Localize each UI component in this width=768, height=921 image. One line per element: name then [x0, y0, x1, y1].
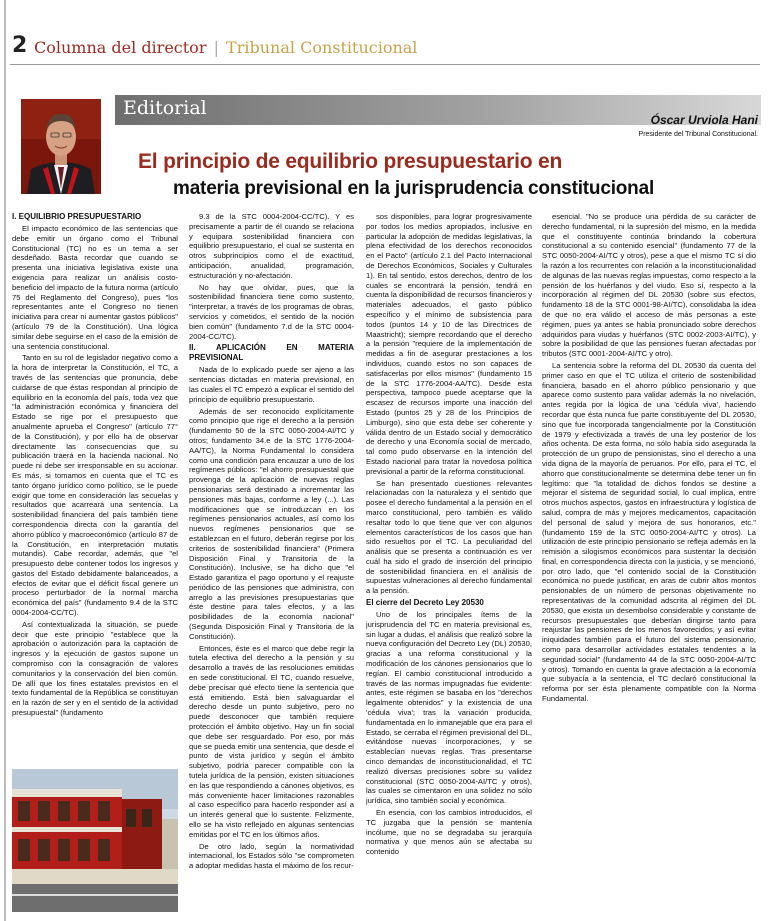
paragraph: De otro lado, según la normatividad internacional, los Estados sólo "se comprometen a adoptar medidas hasta el máximo de los recur- — [189, 841, 354, 871]
running-header — [10, 33, 760, 63]
text-column-2 — [189, 212, 354, 910]
paragraph: En esencia, con los cambios introducidos, el TC juzgaba que la pensión se mantenía incólume, que no se degradaba su jerarquía normativa y que menos aún se afectaba su contenido — [366, 808, 532, 857]
paragraph: No hay que olvidar, pues, que la sostenibilidad financiera tiene como sustento, "interpretar, a través de los programas de obras, servicios y cometidos, el sentido de la noción bien común" (fundamento 7.d de la STC 0004-2004-CC/TC). — [189, 282, 354, 341]
header-separator: | — [213, 38, 219, 57]
paragraph: 9.3 de la STC 0004-2004-CC/TC). Y es precisamente a partir de él cuando se relaciona y equipara sostenibilidad financiera con equilibrio presupuestario, el cual se sustenta en otros subprincipios como el de exactitud, anticipación, anualidad, programación, estructuración y no-afectación. — [189, 212, 354, 280]
page-edge-rule — [4, 0, 6, 921]
paragraph: Se han presentado cuestiones relevantes relacionadas con la naturaleza y el sentido que posee el derecho fundamental a la pensión en el marco constitucional, pero también es válido resaltar todo lo que tiene que ver con algunos elementos característicos de los casos que han sido resueltos por el TC. La peculiaridad del análisis que se presenta a continuación es ver cuál ha sido el grado de inserción del principio de sostenibilidad financiera en el análisis de supuestas vulneraciones al derecho fundamental a la pensión. — [366, 478, 532, 596]
section-heading: El cierre del Decreto Ley 20530 — [366, 598, 484, 608]
paragraph: La sentencia sobre la reforma del DL 20530 da cuenta del primer caso en que el TC utiliza el criterio de sostenibilidad financiera, basado en el ahorro público pensionario y que aparece como sustento para validar además la no nivelación, antes regida por la lógica de una 'cédula viva', haciendo recordar que ésta nunca fue parte constituyente del DL 20530, sino que fue incorporada tangencialmente por la Constitución de 1979 y efectivizada a través de una ley posterior de los años ochenta. De esta forma, no sólo había sido asegurada la protección de un grupo de pensionistas, sino el derecho a una vida digna de la mayoría de peruanos. Por ello, para el TC, el ahorro que constitucionalmente se determina debe tener un fin legítimo: que "la totalidad de dichos fondos se destine a mejorar el sistema de seguridad social, lo cual implica, entre otros muchos aspectos, gastos en infraestructura y logística de salud, compra de más y mejores medicamentos, capacitación del personal de salud y mejora de sus honorarios, etc." (fundamento 159 de la STC 0050-2004-AI/TC y otros). La utilización de este principio pensionario se refleja además en la remisión a silogismos económicos para sustentar la decisión final, en correspondencia directa con la justicia, y se mencionó, por otro lado, que "el contenido social de la Constitución económica no puede justificar, en aras de cubrir altos montos pensionables de un número de personas objetivamente no representativas de la comunidad adscrita al régimen del DL 20530, que exista un desembolso considerable y constante de recursos presupuestales que deberían dirigirse tanto para reajustar las pensiones de los menos favorecidos, y así evitar iniquidades también para el futuro del sistema pensionario, como para desarrollar actividades estatales tendentes a la seguridad social" (fundamento 44 de la STC 0050-2004-AI/TC y otros). Tomando en cuenta la grave afectación a la economía que subyacía a la sentencia, el TC declaró constitucional la reforma por ser ésta plenamente compatible con la Norma Fundamental. — [542, 360, 756, 704]
paragraph: sos disponibles, para lograr progresivamente por todos los medios apropiados, inclusive en particular la adopción de medidas legislativas, la plena efectividad de los derechos reconocidos en el Pacto" (artículo 2.1 del Pacto Internacional de Derechos Económicos, Sociales y Culturales 1). En tal sentido, estos derechos, dentro de los cuales se encontrará la pensión, tendrá en cuenta la disponibilidad de recursos financieros y materiales adecuados, el gasto público específico y el mínimo de subsistencia para todos (puntos 14 y 10 de las Directrices de Maastricht); siempre recordando que el derecho a la pensión "requiere de la implementación de medidas a fin de asegurar prestaciones a los individuos, cuando estos no son capaces de satisfacerlas por ellos mismos" (fundamento 15 de la STC 1776-2004-AA/TC). Desde esta perspectiva, tampoco puede aceptarse que la escasez de recursos importe una inacción del Estado (puntos 25 y 28 de los Principios de Limburgo), sino que esta debe ser coherente y válida dentro de un Estado social y democrático de derecho y una Economía social de mercado, tal como pudo observarse en la intención del Estado nacional para tratar la novedosa política previsional a partir de la reforma constitucional. — [366, 212, 532, 476]
paragraph: Además de ser reconocido explícitamente como principio que rige el derecho a la pensión (fundamento 50 de la STC 0050-2004-AI/TC y otros; fundamento 34.e de la STC 1776-2004-AA/TC), la Norma Fundamental lo considera como una condición para encauzar a uno de los regímenes públicos: "el ahorro presupuestal que provenga de la aplicación de nuevas reglas pensionarias será destinado a incrementar las pensiones más bajas, conforme a ley (...). Las modificaciones que se introduzcan en los regímenes pensionarios actuales, así como los nuevos regímenes pensionarios que se establezcan en el futuro, deberán regirse por los criterios de sostenibilidad financiera" (Primera Disposición Final y Transitoria de la Constitución). Inclusive, se ha dicho que "el Estado garantiza el pago oportuno y el reajuste periódico de las pensiones que administra, con arreglo a las previsiones presupuestarias que éste destine para tales efectos, y a las posibilidades de la economía nacional" (Segunda Disposición Final y Transitoria de la Constitución). — [189, 406, 354, 641]
section-name: Columna del director — [34, 38, 207, 57]
editorial-label: Editorial — [123, 97, 207, 119]
text-column-1 — [12, 212, 178, 760]
paragraph: Nada de lo explicado puede ser ajeno a las sentencias dictadas en materia previsional, en las cuales el TC empezó a explicar el sentido del principio de equilibrio presupuestario. — [189, 365, 354, 404]
text-column-3 — [366, 212, 532, 910]
header-rule — [10, 64, 760, 65]
author-role: Presidente del Tribunal Constitucional. — [638, 131, 758, 138]
paragraph: esencial. "No se produce una pérdida de su carácter de derecho fundamental, ni la supresión del mismo, en la medida que el constituyente continúa brindando la cobertura constitucional a su contenido esencial" (fundamento 77 de la STC 0050-2004-AI/TC y otros), pese a que el mismo TC sí dio la razón a los recurrentes con relación a la inconstitucionalidad de algunas de las nuevas reglas impuestas, como respecto a la pensión de los huérfanos y del viudo. Eso sí, respecto a la incorporación al régimen del DL 20530 (sobre sus efectos, fundamento 18 de la STC 0001-98-AI/TC), consolidaba la idea de que no era válido el acceso de más personas a este régimen, pues ya antes se había pronunciado sobre derechos adquiridos para viudas y huérfanos (STC 0002-2003-AI/TC), y sobre la posibilidad de que las pensiones fueran afectadas por tributos (STC 0001-2004-AI/TC y otro). — [542, 212, 756, 359]
page-number: 2 — [12, 33, 28, 58]
author-photo — [21, 99, 101, 194]
publication-name: Tribunal Constitucional — [226, 38, 418, 57]
building-photo — [12, 769, 178, 912]
paragraph: El impacto económico de las sentencias que debe emitir un órgano como el Tribunal Constitucional (TC) no es un tema a ser desdeñado. Basta recordar que cuando se presenta una iniciativa legislativa existe una exigencia para realizar un análisis costo-beneficio del impacto de la futura norma (artículo 75 del Reglamento del Congreso), pues "los representantes ante el Congreso no tienen iniciativa para crear ni aumentar gastos públicos" (artículo 79 de la Constitución). Una lógica similar debe seguirse en el caso de la emisión de una sentencia constitucional. — [12, 224, 178, 351]
section-heading: II. APLICACIÓN EN MATERIA PREVISIONAL — [189, 343, 354, 363]
article-title-line-2: materia previsional en la jurisprudencia constitucional — [173, 178, 655, 199]
text-column-4 — [542, 212, 756, 910]
paragraph: Así contextualizada la situación, se puede decir que este principio "establece que la aprobación o autorización para la captación de ingresos y la ejecución de gastos supone un compromiso con la consagración de valores comunitarios y la conservación del bien común. De allí que los fines estatales previstos en el texto fundamental de la República se constituyan en la razón de ser y en el sentido de la actividad presupuestal" (fundamento — [12, 619, 178, 718]
article-title-line-1: El principio de equilibrio presupuestario en — [138, 150, 563, 173]
paragraph: Uno de los principales ítems de la jurisprudencia del TC en materia previsional es, sin lugar a dudas, el análisis que realizó sobre la nueva configuración del Decreto Ley (DL) 20530, gracias a una reforma constitucional y la modificación de los cánones pensionarios que lo regían. El cambio constitucional introducido a través de las normas impugnadas fue evidente: antes, este régimen se basaba en los "derechos legalmente obtenidos" y la existencia de una 'cédula viva'; tras la variación producida, fundamentada en lo inmanejable que era para el Estado, se cerraba el régimen previsional del DL, evitándose nuevas incorporaciones, y se establecían nuevas reglas. Tras presentarse cinco demandas de inconstitucionalidad, el TC realizó diversas precisiones sobre su validez constitucional (STC 0050-2004-AI/TC y otros), las cuales se cimentaron en una solidez no sólo jurídica, sino también social y económica. — [366, 610, 532, 806]
section-heading: I. EQUILIBRIO PRESUPUESTARIO — [12, 212, 142, 221]
running-head — [34, 38, 417, 57]
paragraph: Tanto en su rol de legislador negativo como a la hora de interpretar la Constitución, el TC, a través de las sentencias que pronuncia, debe cuidarse de que éstas respondan al principio de equilibrio en la economía del país, toda vez que "la administración económica y financiera del Estado se rige por el presupuesto que anualmente aprueba el Congreso" (artículo 77° de la Constitución), y por ello ha de observar directamente las consecuencias que su publicación traerá en la hacienda nacional. No puede ni debe ser irresponsable en su accionar. Es más, si tomamos en cuenta que el TC es tanto órgano jurídico como político, se le puede exigir que tome en consideración las secuelas y resultados que acarreará una sentencia. La sostenibilidad financiera del país también tiene correspondencia directa con la garantía del ahorro público y macroeconómico (artículo 87 de la Constitución, en interpretación mutatis mutandis). Cabe recordar, además, que "el presupuesto debe contener todos los ingresos y gastos del Estado debidamente balanceados, a efectos de evitar que el déficit fiscal genere un proceso perturbador de la normal marcha económica del país" (fundamento 9.4 de la STC 0004-2004-CC/TC). — [12, 353, 178, 618]
paragraph: Entonces, éste es el marco que debe regir la tutela efectiva del derecho a la pensión y su desarrollo a través de las resoluciones emitidas en sede constitucional. El TC, cuando resuelve, debe precisar qué efecto tiene la sentencia que está emitiendo. Está bien salvaguardar el derecho desde un punto subjetivo, pero no puede desconocer que también requiere protección el ámbito objetivo. Hay un fin social que debe ser resguardado. Por eso, por más que se pueda emitir una sentencia, que desde el punto de vista jurídico y según el ámbito subjetivo, podría parecer compatible con la tutela jurídica de la pensión, existen situaciones en las que respondiendo a cánones objetivos, es más conveniente hacer limitaciones razonables al caso específico para hacerlo responder así a un interés general que lo sustente. Felizmente, ello se ha visto reflejado en algunas sentencias emitidas por el TC en los últimos años. — [189, 643, 354, 839]
author-name: Óscar Urviola Hani — [650, 113, 758, 127]
